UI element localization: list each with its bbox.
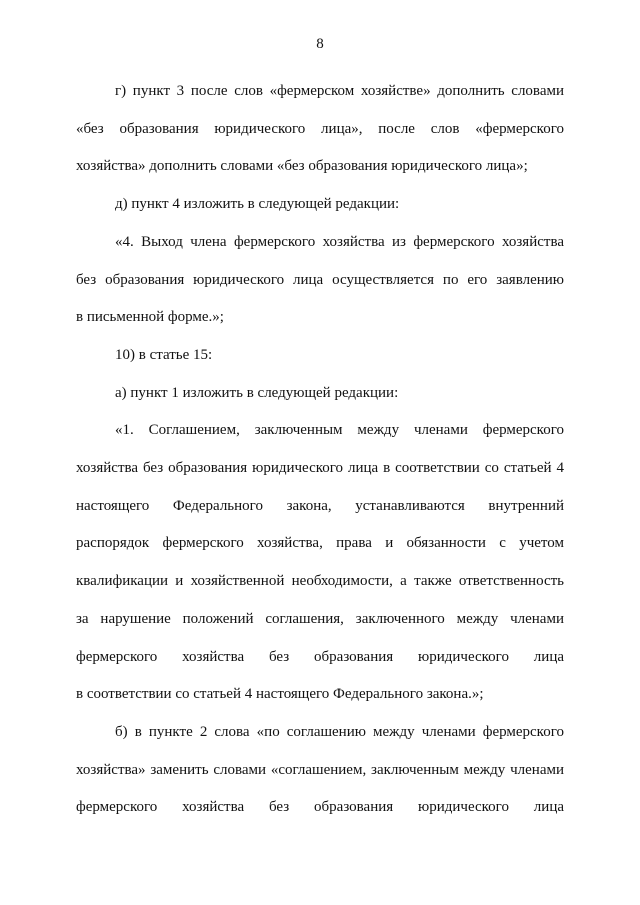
paragraph-article-15 xyxy=(76,337,564,375)
paragraph-b xyxy=(76,714,564,827)
paragraph-point-1 xyxy=(76,412,564,714)
page-number: 8 xyxy=(316,36,324,52)
text-line: «4. Выход члена фермерского хозяйства из фермерского хозяйства xyxy=(115,233,564,250)
document-body xyxy=(76,73,564,827)
text-line: квалификации и хозяйственной необходимости, а также ответственность xyxy=(76,573,564,590)
text-line: в соответствии со статьей 4 настоящего Федерального закона.»; xyxy=(76,686,484,703)
text-line: фермерского хозяйства без образования юридического лица xyxy=(76,799,564,816)
text-line: распорядок фермерского хозяйства, права и обязанности с учетом xyxy=(76,535,564,552)
text-line: без образования юридического лица осуществляется по его заявлению xyxy=(76,271,564,288)
text-line: хозяйства» заменить словами «соглашением, заключенным между членами xyxy=(76,761,564,778)
text-line: «без образования юридического лица», после слов «фермерского xyxy=(76,120,564,137)
text-line: хозяйства» дополнить словами «без образования юридического лица»; xyxy=(76,158,528,175)
text-line: фермерского хозяйства без образования юридического лица xyxy=(76,648,564,665)
text-line: 10) в статье 15: xyxy=(115,346,213,363)
text-line: «1. Соглашением, заключенным между членами фермерского xyxy=(115,422,564,439)
paragraph-a xyxy=(76,375,564,413)
paragraph-point-4 xyxy=(76,224,564,337)
text-line: за нарушение положений соглашения, заключенного между членами xyxy=(76,610,564,627)
text-line: в письменной форме.»; xyxy=(76,309,224,326)
text-line: б) в пункте 2 слова «по соглашению между членами фермерского xyxy=(115,723,564,740)
paragraph-g xyxy=(76,73,564,186)
text-line: хозяйства без образования юридического лица в соответствии со статьей 4 xyxy=(76,460,564,477)
paragraph-d xyxy=(76,186,564,224)
text-line: г) пункт 3 после слов «фермерском хозяйстве» дополнить словами xyxy=(115,83,564,99)
text-line: настоящего Федерального закона, устанавливаются внутренний xyxy=(76,497,564,514)
text-line: а) пункт 1 изложить в следующей редакции: xyxy=(115,384,399,401)
text-line: д) пункт 4 изложить в следующей редакции: xyxy=(115,196,400,213)
